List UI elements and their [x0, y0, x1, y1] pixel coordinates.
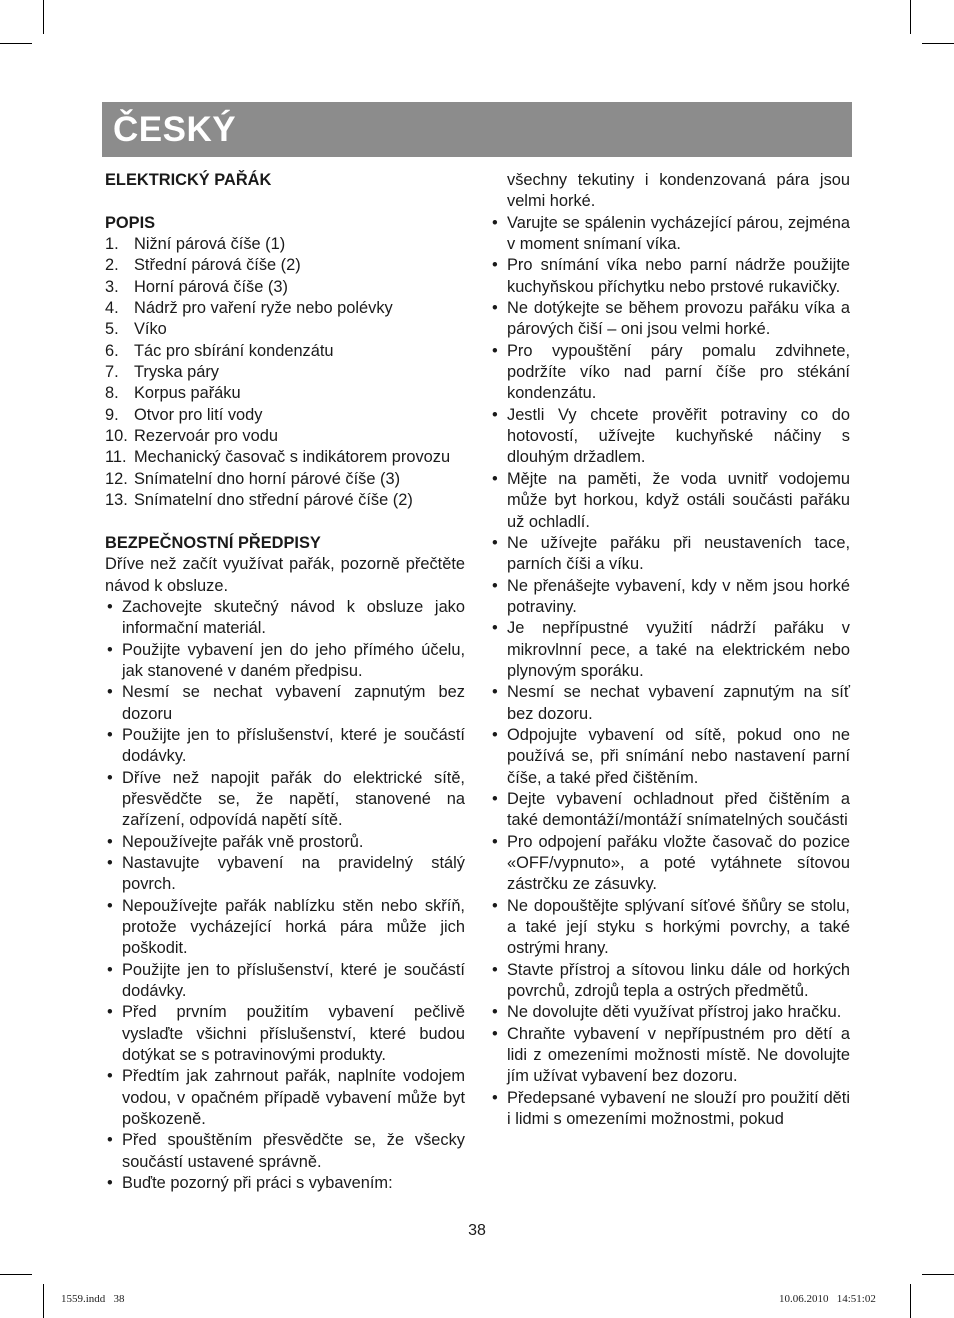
list-item-number: 3.: [105, 277, 119, 296]
list-item-text: Jestli Vy chcete prověřit potraviny co do hotovostí, užívejte kuchyňské náčiny s dlouhým držadlem.: [507, 405, 850, 467]
bullet-icon: •: [492, 619, 498, 638]
list-item-number: 11.: [105, 448, 127, 467]
crop-mark: [43, 0, 44, 34]
bullet-icon: •: [492, 213, 498, 232]
list-item-text: Dejte vybavení ochladnout před čištěním a také demontáží/montáží snímatelných součásti: [507, 789, 850, 830]
list-item-number: 13.: [105, 491, 128, 510]
crop-mark: [922, 43, 954, 44]
language-title: ČESKÝ: [113, 110, 237, 149]
bullet-icon: •: [107, 854, 113, 872]
list-item: [490, 725, 850, 789]
list-item-number: 4.: [105, 299, 119, 318]
list-item-text: Zachovejte skutečný návod k obsluze jako informační materiál.: [122, 597, 465, 638]
left-column: [105, 170, 465, 1195]
list-item: [490, 469, 850, 533]
list-item: [105, 1066, 465, 1130]
list-item-text: Chraňte vybavení v nepřípustném pro dětí a lidi z omezeními možnosti místě. Ne dovolujte jím užívat vybavení bez dozoru.: [507, 1024, 850, 1086]
list-item-text: Korpus pařáku: [134, 384, 241, 403]
list-item-text: Tryska páry: [134, 363, 220, 382]
list-item: [105, 725, 465, 768]
document-title: ELEKTRICKÝ PAŘÁK: [105, 171, 272, 189]
list-item: [490, 789, 850, 832]
list-item-text: Nesmí se nechat vybavení zapnutým bez dozoru: [122, 683, 465, 723]
list-item: [105, 768, 465, 832]
list-item-number: 5.: [105, 320, 119, 339]
list-item: [490, 341, 850, 405]
list-item-text: Nepoužívejte pařák nablízku stěn nebo skříň, protože vycházející horká pára může jich poškodit.: [122, 896, 465, 958]
crop-mark: [910, 0, 911, 34]
bullet-icon: •: [492, 1088, 498, 1107]
list-item: [105, 469, 465, 490]
bullet-icon: •: [107, 832, 113, 851]
crop-mark: [0, 1274, 32, 1275]
list-item: [490, 960, 850, 1003]
bullet-icon: •: [107, 1003, 113, 1022]
list-item: [105, 597, 465, 640]
list-item: [105, 896, 465, 960]
bullet-icon: •: [492, 469, 498, 488]
safety-list-left: [105, 597, 465, 1195]
bullet-icon: •: [492, 896, 498, 915]
list-item: [490, 1088, 850, 1131]
list-item-text: Odpojujte vybavení od sítě, pokud ono ne používá se, při snímání nebo nastavení parní číše, a také před čištěním.: [507, 725, 850, 787]
list-item-number: 1.: [105, 235, 119, 254]
list-item: [105, 682, 465, 725]
list-item-text: Je nepřípustné využití nádrží pařáku v mikrovlnní pece, a také na elektrickém nebo plynovým sporáku.: [507, 619, 850, 680]
page-number: 38: [468, 1222, 486, 1239]
list-item: [105, 405, 465, 426]
list-item: [490, 213, 850, 256]
bullet-icon: •: [492, 299, 498, 318]
parts-list: [105, 234, 465, 511]
list-item: [105, 383, 465, 404]
list-item: [490, 896, 850, 960]
list-item-number: 8.: [105, 384, 119, 403]
list-item-number: 12.: [105, 469, 128, 488]
list-item: [105, 832, 465, 853]
list-item-text: Předepsané vybavení ne slouží pro použití děti i lidmi s omezeními možnostmi, pokud: [507, 1088, 850, 1129]
bullet-icon: •: [492, 256, 498, 275]
list-item: [105, 490, 465, 511]
bullet-icon: •: [492, 832, 498, 851]
list-item-text: Před spouštěním přesvědčte se, že všecky součástí ustavené správně.: [122, 1131, 465, 1171]
list-item-text: Ne přenášejte vybavení, kdy v něm jsou horké potraviny.: [507, 576, 850, 616]
list-item-number: 7.: [105, 363, 119, 382]
list-item-text: Snímatelní dno horní párové číše (3): [134, 469, 401, 488]
list-item: [105, 853, 465, 896]
list-item: [105, 277, 465, 298]
list-item: [490, 533, 850, 576]
bullet-icon: •: [107, 768, 113, 787]
list-item-number: 2.: [105, 256, 119, 275]
list-item-text: Před prvním použitím vybavení pečlivě vyslaďte všichni příslušenství, které budou dotýkat se s potravinovými produkty.: [122, 1003, 465, 1065]
bullet-icon: •: [492, 341, 498, 360]
bullet-icon: •: [492, 1003, 498, 1022]
crop-mark: [0, 43, 32, 44]
list-item-text: Nepoužívejte pařák vně prostorů.: [122, 832, 364, 851]
crop-mark: [922, 1274, 954, 1275]
list-item-text: Snímatelní dno střední párové číše (2): [134, 491, 413, 510]
crop-mark: [910, 1284, 911, 1318]
list-item: [490, 618, 850, 682]
list-item: [105, 960, 465, 1003]
list-item-text: Ne dotýkejte se během provozu pařáku víka a párových čiší – oni jsou velmi horké.: [507, 299, 850, 339]
list-item: [105, 426, 465, 447]
list-item: [490, 682, 850, 725]
list-item-text: Tác pro sbírání kondenzátu: [134, 341, 334, 360]
continued-text: všechny tekutiny i kondenzovaná pára jsou velmi horké.: [507, 171, 850, 211]
list-item-text: Stavte přístroj a sítovou linku dále od horkých povrchů, zdrojů tepla a ostrých předmětů.: [507, 960, 850, 1001]
list-item: [490, 576, 850, 619]
list-item-text: Ne užívejte pařáku při neustaveních tace, parních číši a víku.: [507, 533, 850, 574]
list-item-text: Nastavujte vybavení na pravidelný stálý povrch.: [122, 854, 465, 894]
list-item-text: Ne dovolujte děti využívat přístroj jako hračku.: [507, 1003, 842, 1022]
bullet-icon: •: [107, 1131, 113, 1150]
list-item: [105, 447, 465, 468]
safety-intro: Dříve než začít využívat pařák, pozorně přečtěte návod k obsluze.: [105, 555, 465, 595]
list-item-text: Pro vypouštění páry pomalu zdvihnete, podržíte víko nad parní číše pro stékání kondenzátu.: [507, 341, 850, 403]
list-item-text: Nižní párová číše (1): [134, 235, 286, 254]
list-item-text: Mějte na paměti, že voda uvnitř vodojemu může byt horkou, když ostáli součásti pařáku už ochladlí.: [507, 469, 850, 531]
list-item: [490, 255, 850, 298]
bullet-icon: •: [492, 683, 498, 702]
popis-heading: POPIS: [105, 213, 156, 232]
bullet-icon: •: [492, 789, 498, 808]
list-item-number: 10.: [105, 427, 128, 446]
bullet-icon: •: [492, 960, 498, 979]
safety-heading: BEZPEČNOSTNÍ PŘEDPISY: [105, 533, 321, 552]
bullet-icon: •: [107, 725, 113, 744]
list-item: [105, 298, 465, 319]
list-item: [105, 255, 465, 276]
list-item-text: Pro snímání víka nebo parní nádrže použijte kuchyňskou příchytku nebo prstové rukavičky.: [507, 256, 850, 296]
list-item-text: Víko: [134, 320, 167, 339]
list-item: [490, 1002, 850, 1023]
list-item-text: Mechanický časovač s indikátorem provozu: [134, 448, 451, 467]
list-item-text: Nádrž pro vaření ryže nebo polévky: [134, 299, 393, 318]
crop-mark: [43, 1284, 44, 1318]
footer-datetime: 10.06.2010 14:51:02: [779, 1293, 876, 1305]
list-item: [105, 1173, 465, 1194]
bullet-icon: •: [107, 597, 113, 616]
list-item-text: Dříve než napojit pařák do elektrické sítě, přesvědčte se, že napětí, stanovené na zařízení, odpovídá napětí sítě.: [122, 768, 465, 830]
list-item-text: Předtím jak zahrnout pařák, naplníte vodojem vodou, v opačném případě vybavení může byt poškozeně.: [122, 1067, 465, 1129]
list-item: [490, 832, 850, 896]
list-item-text: Použijte vybavení jen do jeho přímého účelu, jak stanovené v daném předpisu.: [122, 640, 465, 680]
list-item: [490, 405, 850, 469]
list-item-number: 9.: [105, 405, 119, 424]
list-item: [105, 1130, 465, 1173]
list-item-text: Ne dopouštějte splývaní síťové šňůry se stolu, a také její styku s horkými povrchy, a také ostrými hrany.: [507, 896, 850, 958]
list-item: [105, 640, 465, 683]
list-item: [105, 234, 465, 255]
bullet-icon: •: [107, 1067, 113, 1086]
bullet-icon: •: [107, 896, 113, 915]
list-item-text: Buďte pozorný při práci s vybavením:: [122, 1174, 393, 1193]
bullet-icon: •: [492, 725, 498, 744]
list-item: [490, 298, 850, 341]
list-item-text: Varujte se spálenin vycházející párou, zejména v moment snímaní víka.: [507, 213, 850, 254]
bullet-icon: •: [492, 1024, 498, 1043]
list-item: [105, 341, 465, 362]
list-item-text: Otvor pro lití vody: [134, 405, 263, 424]
list-item: [105, 1002, 465, 1066]
bullet-icon: •: [107, 1174, 113, 1193]
list-item: [105, 319, 465, 340]
list-item-text: Použijte jen to příslušenství, které je součástí dodávky.: [122, 960, 465, 1001]
list-item-text: Použijte jen to příslušenství, které je součástí dodávky.: [122, 725, 465, 766]
bullet-icon: •: [492, 533, 498, 552]
list-item-text: Pro odpojení pařáku vložte časovač do pozice «OFF/vypnuto», a poté vytáhnete sítovou zástrčku ze zásuvky.: [507, 832, 850, 894]
bullet-icon: •: [107, 683, 113, 702]
right-column: [490, 170, 850, 1130]
language-banner: [102, 102, 852, 157]
list-item-text: Nesmí se nechat vybavení zapnutým na síť bez dozoru.: [507, 683, 850, 723]
list-item: [490, 1024, 850, 1088]
bullet-icon: •: [107, 960, 113, 979]
list-item-number: 6.: [105, 341, 119, 360]
list-item: [105, 362, 465, 383]
bullet-icon: •: [107, 640, 113, 659]
list-item-text: Střední párová číše (2): [134, 256, 301, 275]
list-item-text: Horní párová číše (3): [134, 277, 288, 296]
footer-file-info: 1559.indd 38: [61, 1293, 125, 1305]
bullet-icon: •: [492, 405, 498, 424]
list-item-text: Rezervoár pro vodu: [134, 427, 278, 446]
safety-list-right: [490, 213, 850, 1131]
bullet-icon: •: [492, 576, 498, 595]
